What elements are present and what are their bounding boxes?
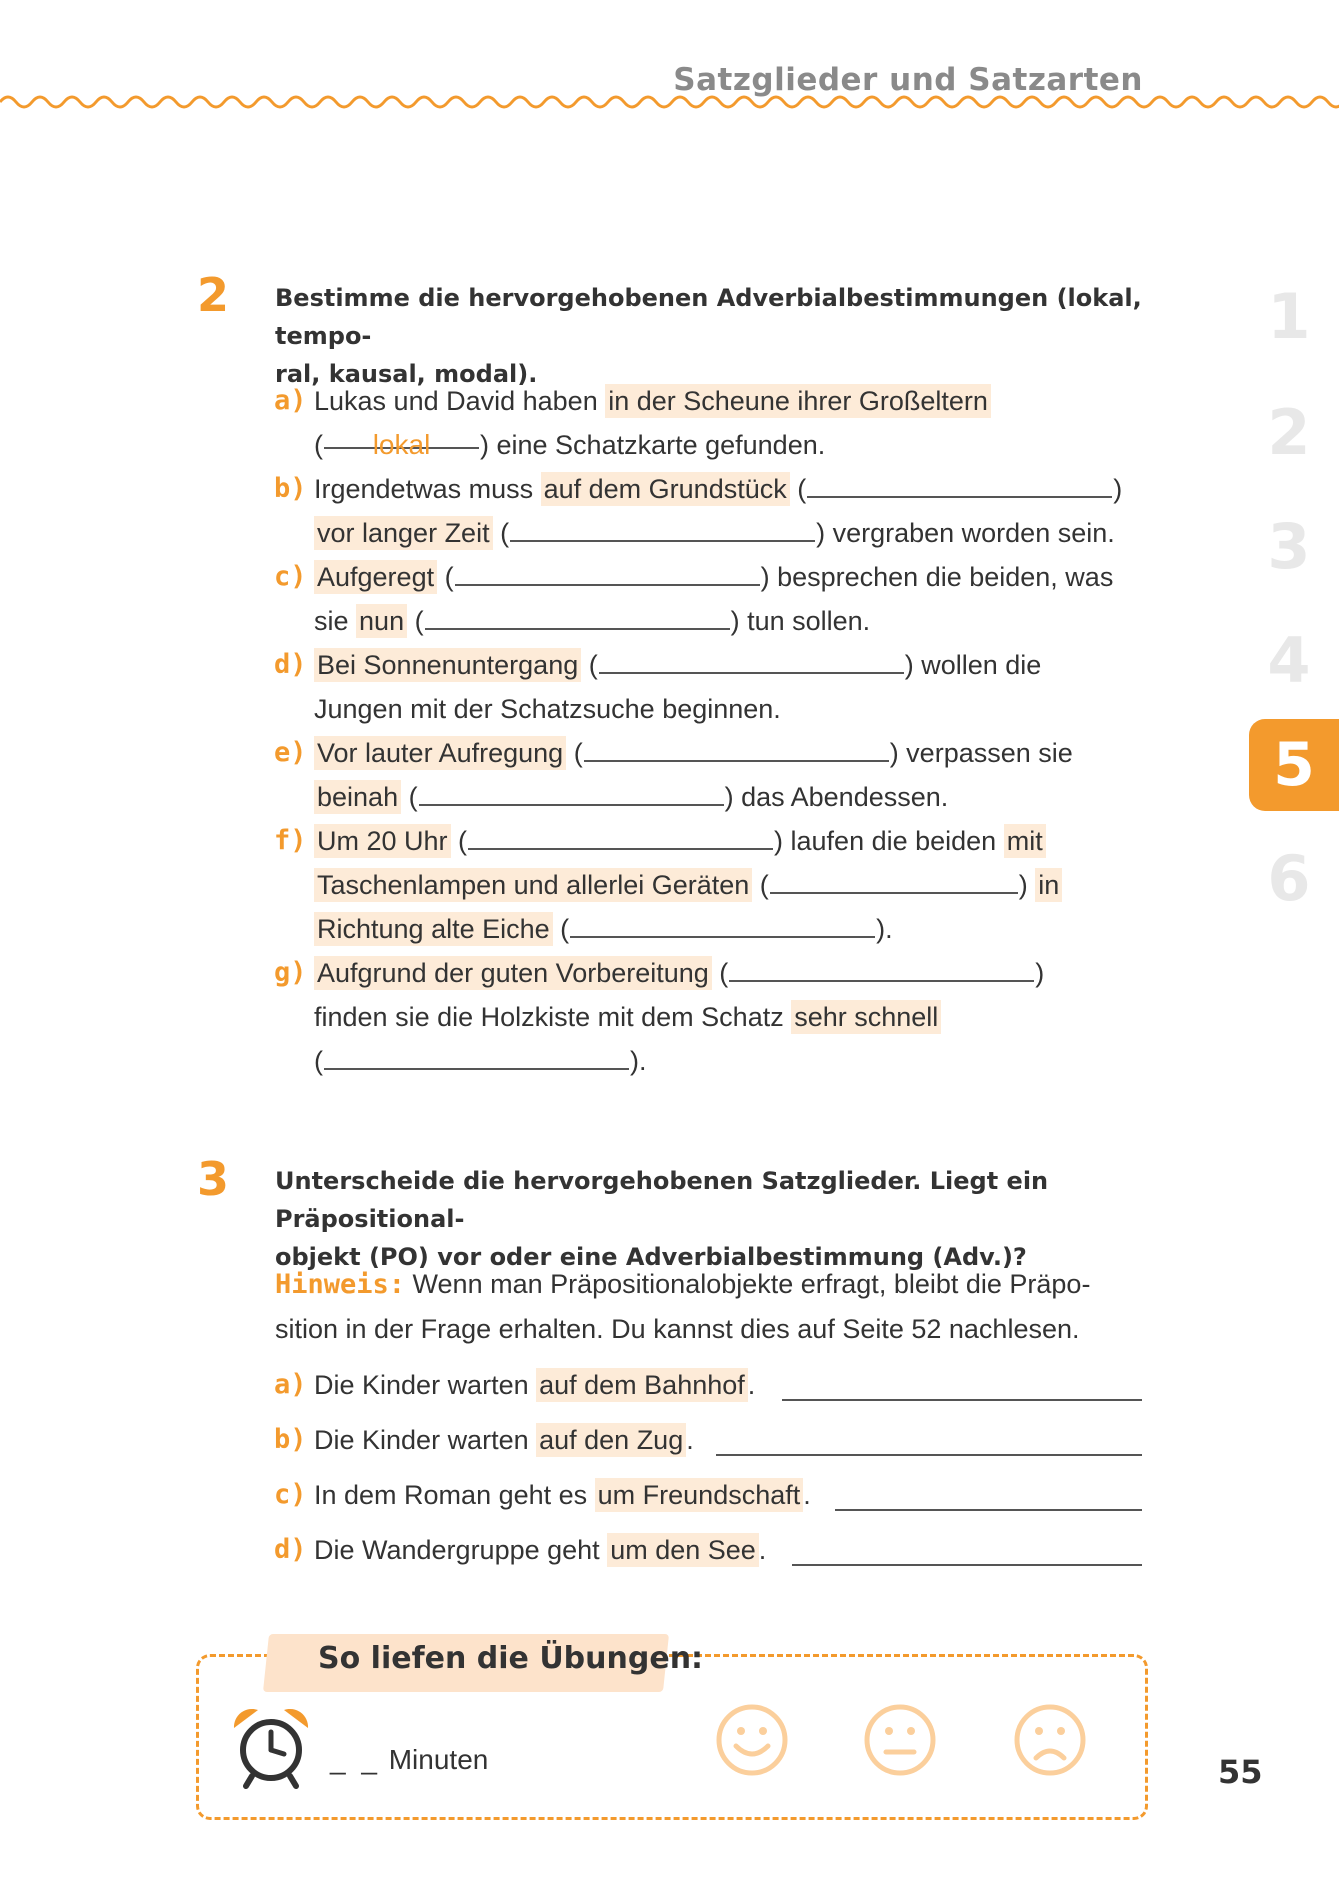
ex2-e-line-2: beinah ( ) das Abendessen.	[314, 775, 948, 819]
item-letter-e: e)	[274, 737, 307, 768]
ex2-a-line-1	[314, 379, 991, 423]
item-letter-c: c)	[274, 561, 307, 592]
alarm-clock-icon	[228, 1704, 314, 1790]
text: ) laufen die beiden	[774, 826, 1004, 856]
answer-blank[interactable]	[599, 648, 904, 674]
exercise-2-title-line-2: ral, kausal, modal).	[275, 360, 538, 388]
highlight-adverbial: in der Scheune ihrer Großeltern	[605, 384, 991, 418]
ex2-g-line-2	[314, 995, 941, 1039]
text: .	[686, 1425, 694, 1455]
exercise-2-number: 2	[197, 268, 230, 322]
ex2-g-line-1: Aufgrund der guten Vorbereitung ( )	[314, 951, 1044, 995]
item-letter-d: d)	[274, 649, 307, 680]
hint-line-1	[275, 1262, 1090, 1306]
ex2-c-line-1: Aufgeregt ( ) besprechen die beiden, was	[314, 555, 1113, 599]
highlight-adverbial: Um 20 Uhr	[314, 824, 451, 858]
minutes-label: Minuten	[388, 1744, 489, 1775]
exercise-3-title-line-2: objekt (PO) vor oder eine Adverbialbestimmung (Adv.)?	[275, 1243, 1027, 1271]
answer-line-a[interactable]	[782, 1399, 1142, 1401]
answer-line-d[interactable]	[792, 1564, 1142, 1566]
answer-blank[interactable]	[324, 1044, 629, 1070]
ex2-b-line-1: Irgendetwas muss auf dem Grundstück ( )	[314, 474, 1123, 504]
hint-text: sition in der Frage erhalten. Du kannst dies auf Seite 52 nachlesen.	[275, 1314, 1080, 1344]
highlight-adverbial: auf dem Grundstück	[541, 472, 790, 506]
ex2-f-line-3: Richtung alte Eiche ( ).	[314, 907, 893, 951]
text: ).	[876, 914, 893, 944]
minutes-field[interactable]	[330, 1744, 488, 1776]
chapter-tab-3[interactable]: 3	[1267, 510, 1311, 583]
answer-blank[interactable]	[770, 868, 1018, 894]
ex2-d-line-1: Bei Sonnenuntergang ( ) wollen die	[314, 643, 1041, 687]
answer-blank[interactable]	[425, 604, 730, 630]
page-header-title: Satzglieder und Satzarten	[673, 62, 1143, 98]
ex2-f-line-2: Taschenlampen und allerlei Geräten ( ) in	[314, 863, 1062, 907]
text: Lukas und David haben	[314, 386, 606, 416]
highlight-phrase: um den See	[607, 1533, 759, 1567]
text: ) verpassen sie	[889, 738, 1073, 768]
text: Die Wandergruppe geht	[314, 1535, 608, 1565]
item-letter-b: b)	[274, 1424, 307, 1455]
ex3-b-line	[314, 1418, 694, 1462]
chapter-tab-5-active[interactable]: 5	[1249, 719, 1339, 811]
highlight-adverbial: Taschenlampen und allerlei Geräten	[314, 868, 752, 902]
text: ) wollen die	[904, 650, 1042, 680]
answer-blank[interactable]	[807, 472, 1112, 498]
ex2-b-line-2: vor langer Zeit ( ) vergraben worden sein.	[314, 511, 1115, 555]
highlight-adverbial: Aufgrund der guten Vorbereitung	[314, 956, 712, 990]
ex3-c-line	[314, 1473, 811, 1517]
ex3-d-line	[314, 1528, 766, 1572]
exercise-2-title-line-1: Bestimme die hervorgehobenen Adverbialbestimmungen (lokal, tempo-	[275, 284, 1142, 350]
item-letter-c: c)	[274, 1479, 307, 1510]
highlight-phrase: um Freundschaft	[595, 1478, 804, 1512]
highlight-phrase: auf den Zug	[536, 1423, 686, 1457]
filled-answer: lokal	[372, 429, 431, 460]
text: Irgendetwas muss	[314, 474, 541, 504]
chapter-tab-6[interactable]: 6	[1267, 842, 1311, 915]
item-letter-f: f)	[274, 825, 307, 856]
exercise-3-number: 3	[197, 1152, 230, 1206]
item-letter-b: b)	[274, 473, 307, 504]
answer-blank[interactable]	[584, 736, 889, 762]
highlight-adverbial: Aufgeregt	[314, 560, 437, 594]
highlight-adverbial: sehr schnell	[791, 1000, 941, 1034]
ex2-f-line-1: Um 20 Uhr ( ) laufen die beiden mit	[314, 819, 1046, 863]
highlight-adverbial: beinah	[314, 780, 401, 814]
text: ).	[630, 1046, 647, 1076]
text: Jungen mit der Schatzsuche beginnen.	[314, 694, 781, 724]
minutes-placeholder: _ _	[330, 1744, 381, 1775]
hint-text: Wenn man Präpositionalobjekte erfragt, bleibt die Präpo-	[405, 1269, 1091, 1299]
item-letter-g: g)	[274, 957, 307, 988]
answer-blank[interactable]	[324, 423, 479, 460]
ex2-c-line-2: sie nun ( ) tun sollen.	[314, 606, 871, 636]
text: Die Kinder warten	[314, 1370, 537, 1400]
text: ) vergraben worden sein.	[816, 518, 1115, 548]
text: ) tun sollen.	[730, 606, 871, 636]
text: ) besprechen die beiden, was	[760, 562, 1114, 592]
item-letter-a: a)	[274, 1369, 307, 1400]
neutral-face-icon[interactable]	[862, 1702, 938, 1778]
ex3-a-line	[314, 1363, 755, 1407]
hint-line-2	[275, 1307, 1080, 1351]
answer-line-b[interactable]	[716, 1454, 1142, 1456]
exercise-3-title-line-1: Unterscheide die hervorgehobenen Satzglieder. Liegt ein Präpositional-	[275, 1167, 1049, 1233]
text: In dem Roman geht es	[314, 1480, 595, 1510]
answer-line-c[interactable]	[835, 1509, 1142, 1511]
highlight-adverbial: vor langer Zeit	[314, 516, 493, 550]
highlight-adverbial: mit	[1004, 824, 1046, 858]
highlight-adverbial: in	[1035, 868, 1062, 902]
text: ) das Abendessen.	[724, 782, 949, 812]
chapter-tab-4[interactable]: 4	[1267, 624, 1311, 697]
answer-blank[interactable]	[510, 516, 815, 542]
highlight-adverbial: nun	[356, 604, 407, 638]
ex2-e-line-1: Vor lauter Aufregung ( ) verpassen sie	[314, 731, 1073, 775]
text: ) eine Schatzkarte gefunden.	[480, 430, 826, 460]
text: sie	[314, 606, 357, 636]
chapter-tab-1[interactable]: 1	[1267, 280, 1311, 353]
page-number: 55	[1218, 1753, 1263, 1791]
feedback-title: So liefen die Übungen:	[318, 1641, 704, 1676]
text: .	[747, 1370, 756, 1400]
answer-blank[interactable]	[729, 956, 1034, 982]
highlight-adverbial: Vor lauter Aufregung	[314, 736, 566, 770]
highlight-phrase: auf dem Bahnhof	[536, 1368, 748, 1402]
exercise-3-title	[275, 1162, 1145, 1276]
exercise-2-title	[275, 279, 1145, 393]
text: .	[803, 1480, 811, 1510]
sad-face-icon[interactable]	[1012, 1702, 1088, 1778]
text: .	[758, 1535, 767, 1565]
highlight-adverbial: Richtung alte Eiche	[314, 912, 553, 946]
chapter-tab-2[interactable]: 2	[1267, 396, 1311, 469]
answer-blank[interactable]	[455, 560, 760, 586]
ex2-d-line-2	[314, 687, 781, 731]
item-letter-d: d)	[274, 1534, 307, 1565]
ex2-a-line-2: ( lokal ) eine Schatzkarte gefunden.	[314, 423, 825, 467]
answer-blank[interactable]	[419, 780, 724, 806]
text: Die Kinder warten	[314, 1425, 537, 1455]
item-letter-a: a)	[274, 385, 307, 416]
header-wavy-line	[0, 88, 1339, 112]
answer-blank[interactable]	[570, 912, 875, 938]
answer-blank[interactable]	[468, 824, 773, 850]
highlight-adverbial: Bei Sonnenuntergang	[314, 648, 581, 682]
ex2-g-line-3: ( ).	[314, 1046, 647, 1076]
hint-label: Hinweis:	[275, 1269, 406, 1300]
text: finden sie die Holzkiste mit dem Schatz	[314, 1002, 792, 1032]
happy-face-icon[interactable]	[714, 1702, 790, 1778]
